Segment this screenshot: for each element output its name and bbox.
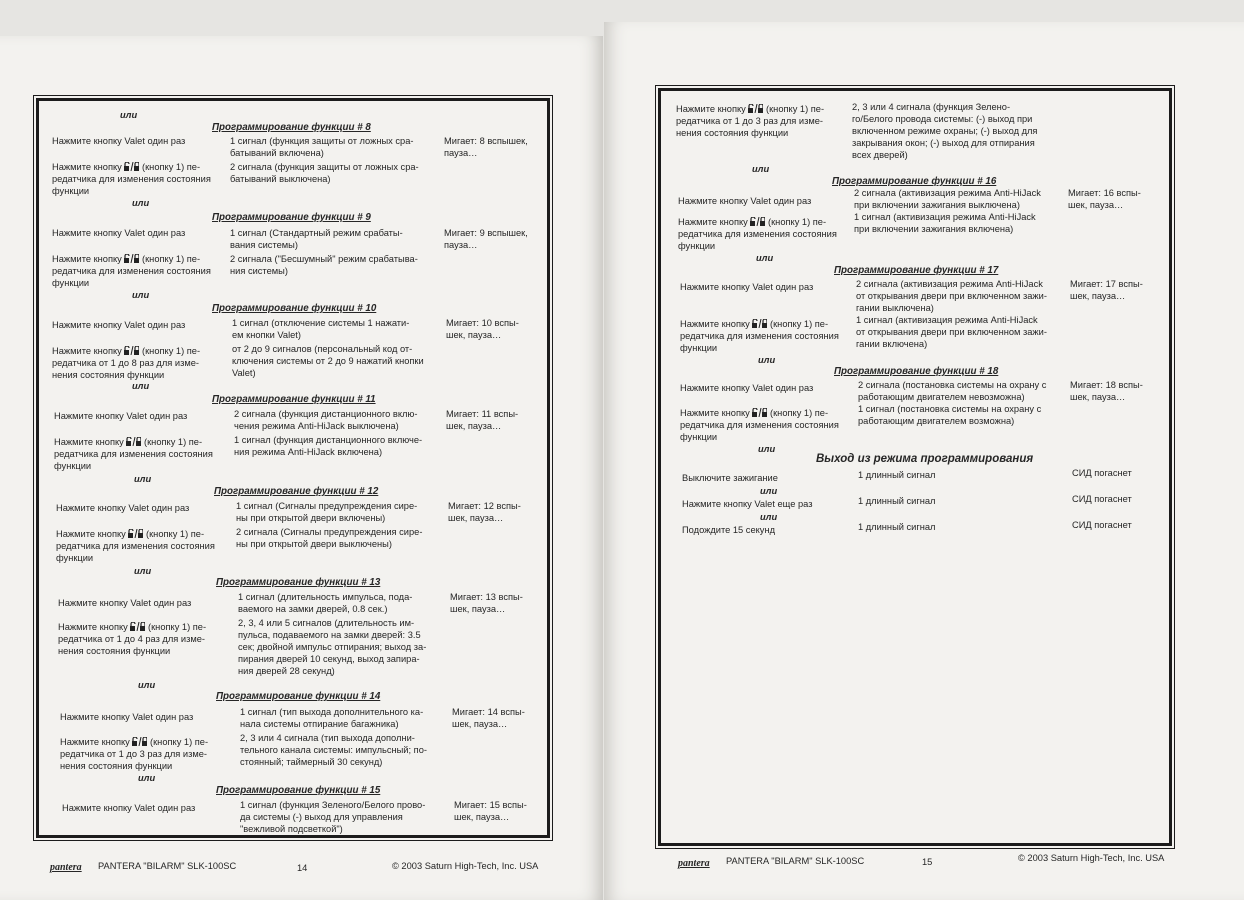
or-label: или xyxy=(756,253,774,263)
blink-info: шек, пауза… xyxy=(450,604,506,614)
instruction: нения состояния функции xyxy=(52,370,165,380)
result: включенном режиме охраны; (-) выход для xyxy=(852,126,1038,136)
result: работающим двигателем невозможна) xyxy=(858,392,1025,402)
result: от 2 до 9 сигналов (персональный код от- xyxy=(232,344,413,354)
instruction: Нажмите кнопку (кнопку 1) пе- xyxy=(58,622,207,632)
pantera-logo: pantera xyxy=(678,858,710,869)
instruction: Нажмите кнопку Valet один раз xyxy=(54,411,188,421)
result: при включении зажигания включена) xyxy=(854,224,1014,234)
result: ключения системы от 2 до 9 нажатий кнопки xyxy=(232,356,424,366)
instruction: Нажмите кнопку Valet один раз xyxy=(52,136,186,146)
instruction: Нажмите кнопку (кнопку 1) пе- xyxy=(60,737,209,747)
blink-info: Мигает: 13 вспы- xyxy=(450,592,523,602)
exit-heading: Выход из режима программирования xyxy=(816,453,1034,465)
instruction: Нажмите кнопку Valet еще раз xyxy=(682,499,813,509)
result: батываний выключена) xyxy=(230,174,331,184)
result: 2 сигнала (функция защиты от ложных сра- xyxy=(230,162,419,172)
section-heading: Программирование функции # 11 xyxy=(212,394,376,405)
instruction: функции xyxy=(52,278,90,288)
result: 1 сигнал (постановка системы на охрану с xyxy=(858,404,1042,414)
blink-info: шек, пауза… xyxy=(1068,200,1124,210)
blink-info: Мигает: 18 вспы- xyxy=(1070,380,1143,390)
result: 2 сигнала ("Бесшумный" режим срабатыва- xyxy=(230,254,418,264)
blink-info: шек, пауза… xyxy=(446,330,502,340)
instruction: функции xyxy=(680,343,718,353)
blink-info: Мигает: 8 вспышек, xyxy=(444,136,528,146)
result: ния дверей 28 секунд) xyxy=(238,666,335,676)
result: батываний включена) xyxy=(230,148,324,158)
result: 1 сигнал (Стандартный режим срабаты- xyxy=(230,228,403,238)
instruction: Нажмите кнопку Valet один раз xyxy=(680,282,814,292)
result: от открывания двери при включенном зажи- xyxy=(856,291,1047,301)
instruction: Нажмите кнопку (кнопку 1) пе- xyxy=(52,162,201,172)
result: 2 сигнала (Сигналы предупреждения сире- xyxy=(236,527,423,537)
result: стоянный; таймерный 30 секунд) xyxy=(240,757,383,767)
blink-info: шек, пауза… xyxy=(1070,392,1126,402)
blink-info: Мигает: 11 вспы- xyxy=(446,409,519,419)
or-label: или xyxy=(138,773,156,783)
footer-model: PANTERA "BILARM" SLK-100SC xyxy=(98,861,237,871)
result: ваемого на замки дверей, 0.8 сек.) xyxy=(238,604,388,614)
result: 1 сигнал (Сигналы предупреждения сире- xyxy=(236,501,418,511)
blink-info: шек, пауза… xyxy=(448,513,504,523)
blink-info: Мигает: 12 вспы- xyxy=(448,501,521,511)
or-label: или xyxy=(132,198,150,208)
instruction: функции xyxy=(54,461,92,471)
or-label: или xyxy=(760,512,778,522)
instruction: редатчика для изменения состояния xyxy=(52,266,211,276)
instruction: Нажмите кнопку Valet один раз xyxy=(680,383,814,393)
result: 1 сигнал (отключение системы 1 нажати- xyxy=(232,318,410,328)
or-label: или xyxy=(758,444,776,454)
page-number: 14 xyxy=(297,863,308,873)
page-number: 15 xyxy=(922,857,933,867)
result: 1 длинный сигнал xyxy=(858,522,936,532)
result: 1 длинный сигнал xyxy=(858,470,936,480)
result: гании включена) xyxy=(856,339,928,349)
section-heading: Программирование функции # 13 xyxy=(216,577,381,588)
instruction: редатчика от 1 до 8 раз для изме- xyxy=(52,358,200,368)
section-heading: Программирование функции # 9 xyxy=(212,212,371,223)
instruction: нения состояния функции xyxy=(676,128,789,138)
result: 1 сигнал (активизация режима Anti-HiJack xyxy=(856,315,1038,325)
result: 1 сигнал (тип выхода дополнительного ка- xyxy=(240,707,424,717)
result: ния системы) xyxy=(230,266,288,276)
section-heading: Программирование функции # 14 xyxy=(216,691,381,702)
instruction: редатчика для изменения состояния xyxy=(678,229,837,239)
lock-unlock-icon xyxy=(130,622,145,631)
instruction: редатчика для изменения состояния xyxy=(680,331,839,341)
blink-info: Мигает: 15 вспы- xyxy=(454,800,527,810)
instruction: Нажмите кнопку Valet один раз xyxy=(52,320,186,330)
lock-unlock-icon xyxy=(126,437,141,446)
or-label: или xyxy=(760,486,778,496)
blink-info: пауза… xyxy=(444,148,478,158)
instruction: Нажмите кнопку (кнопку 1) пе- xyxy=(52,346,201,356)
blink-info: Мигает: 14 вспы- xyxy=(452,707,525,717)
instruction: редатчика от 1 до 3 раз для изме- xyxy=(676,116,824,126)
instruction: функции xyxy=(678,241,716,251)
section-heading: Программирование функции # 10 xyxy=(212,303,377,314)
result: 2, 3, 4 или 5 сигналов (длительность им- xyxy=(238,618,415,628)
blink-info: Мигает: 17 вспы- xyxy=(1070,279,1143,289)
instruction: редатчика для изменения состояния xyxy=(680,420,839,430)
or-label: или xyxy=(752,164,770,174)
instruction: функции xyxy=(52,186,90,196)
instruction: редатчика для изменения состояния xyxy=(52,174,211,184)
result: "вежливой подсветкой") xyxy=(240,824,343,834)
or-label: или xyxy=(138,680,156,690)
instruction: Нажмите кнопку (кнопку 1) пе- xyxy=(680,408,829,418)
instruction: Нажмите кнопку Valet один раз xyxy=(678,196,812,206)
instruction: Подождите 15 секунд xyxy=(682,525,776,535)
blink-info: Мигает: 10 вспы- xyxy=(446,318,519,328)
instruction: Выключите зажигание xyxy=(682,473,778,483)
instruction: Нажмите кнопку Valet один раз xyxy=(56,503,190,513)
instruction: Нажмите кнопку (кнопку 1) пе- xyxy=(676,104,825,114)
instruction: нения состояния функции xyxy=(58,646,171,656)
result: пирания дверей 10 секунд, выход запира- xyxy=(238,654,420,664)
instruction: Нажмите кнопку (кнопку 1) пе- xyxy=(52,254,201,264)
blink-info: Мигает: 16 вспы- xyxy=(1068,188,1141,198)
footer-copyright: © 2003 Saturn High-Tech, Inc. USA xyxy=(392,861,539,871)
instruction: функции xyxy=(680,432,718,442)
result: закрывания окон; (-) выход для отпирания xyxy=(852,138,1035,148)
blink-info: шек, пауза… xyxy=(452,719,508,729)
result: 1 сигнал (длительность импульса, пода- xyxy=(238,592,413,602)
instruction: нения состояния функции xyxy=(60,761,173,771)
instruction: Нажмите кнопку Valet один раз xyxy=(62,803,196,813)
instruction: функции xyxy=(56,553,94,563)
result: всех дверей) xyxy=(852,150,908,160)
section-heading: Программирование функции # 16 xyxy=(832,176,997,187)
pantera-logo: pantera xyxy=(50,862,82,873)
blink-info: шек, пауза… xyxy=(446,421,502,431)
result: 1 сигнал (функция защиты от ложных сра- xyxy=(230,136,414,146)
instruction: Нажмите кнопку (кнопку 1) пе- xyxy=(680,319,829,329)
or-label: или xyxy=(132,381,150,391)
result: 1 сигнал (функция Зеленого/Белого прово- xyxy=(240,800,426,810)
instruction: Нажмите кнопку (кнопку 1) пе- xyxy=(56,529,205,539)
instruction: редатчика для изменения состояния xyxy=(56,541,215,551)
or-label: или xyxy=(120,110,138,120)
instruction: Нажмите кнопку Valet один раз xyxy=(58,598,192,608)
result: ны при открытой двери выключены) xyxy=(236,539,392,549)
instruction: Нажмите кнопку (кнопку 1) пе- xyxy=(678,217,827,227)
footer-copyright: © 2003 Saturn High-Tech, Inc. USA xyxy=(1018,853,1165,863)
blink-info: шек, пауза… xyxy=(454,812,510,822)
lock-unlock-icon xyxy=(752,408,767,417)
result: 2 сигнала (функция дистанционного вклю- xyxy=(234,409,418,419)
instruction: Нажмите кнопку (кнопку 1) пе- xyxy=(54,437,203,447)
result: чения режима Anti-HiJack выключена) xyxy=(234,421,399,431)
instruction: редатчика от 1 до 3 раз для изме- xyxy=(60,749,208,759)
blink-info: пауза… xyxy=(444,240,478,250)
result: 1 сигнал (активизация режима Anti-HiJack xyxy=(854,212,1036,222)
instruction: Нажмите кнопку Valet один раз xyxy=(60,712,194,722)
or-label: или xyxy=(758,355,776,365)
instruction: редатчика от 1 до 4 раз для изме- xyxy=(58,634,206,644)
result: 2, 3 или 4 сигнала (тип выхода дополни- xyxy=(240,733,415,743)
section-heading: Программирование функции # 15 xyxy=(216,785,381,796)
lock-unlock-icon xyxy=(752,319,767,328)
section-heading: Программирование функции # 17 xyxy=(834,265,999,276)
lock-unlock-icon xyxy=(128,529,143,538)
result: вания системы) xyxy=(230,240,298,250)
result: ния режима Anti-HiJack включена) xyxy=(234,447,383,457)
result: пульса, подаваемого на замки дверей: 3.5 xyxy=(238,630,421,640)
result: да системы (-) выход для управления xyxy=(240,812,403,822)
lock-unlock-icon xyxy=(124,346,139,355)
or-label: или xyxy=(134,474,152,484)
or-label: или xyxy=(134,566,152,576)
result: Valet) xyxy=(232,368,256,378)
lock-unlock-icon xyxy=(750,217,765,226)
result: 2 сигнала (активизация режима Anti-HiJack xyxy=(856,279,1043,289)
result: го/Белого провода системы: (-) выход при xyxy=(852,114,1033,124)
footer-model: PANTERA "BILARM" SLK-100SC xyxy=(726,856,865,866)
result: работающим двигателем возможна) xyxy=(858,416,1015,426)
lock-unlock-icon xyxy=(124,254,139,263)
lock-unlock-icon xyxy=(748,104,763,113)
result: 1 сигнал (функция дистанционного включе- xyxy=(234,435,423,445)
result: 1 длинный сигнал xyxy=(858,496,936,506)
lock-unlock-icon xyxy=(132,737,147,746)
section-heading: Программирование функции # 8 xyxy=(212,122,371,133)
instruction: Нажмите кнопку Valet один раз xyxy=(52,228,186,238)
result: гании выключена) xyxy=(856,303,934,313)
led-status: СИД погаснет xyxy=(1072,468,1132,478)
result: 2 сигнала (активизация режима Anti-HiJack xyxy=(854,188,1041,198)
section-heading: Программирование функции # 12 xyxy=(214,486,379,497)
section-heading: Программирование функции # 18 xyxy=(834,366,999,377)
result: 2 сигнала (постановка системы на охрану с xyxy=(858,380,1047,390)
blink-info: шек, пауза… xyxy=(1070,291,1126,301)
result: 2, 3 или 4 сигнала (функция Зелено- xyxy=(852,102,1011,112)
result: при включении зажигания выключена) xyxy=(854,200,1020,210)
led-status: СИД погаснет xyxy=(1072,520,1132,530)
result: сек; двойной импульс отпирания; выход за- xyxy=(238,642,427,652)
result: тельного канала системы: импульсный; по- xyxy=(240,745,427,755)
or-label: или xyxy=(132,290,150,300)
led-status: СИД погаснет xyxy=(1072,494,1132,504)
blink-info: Мигает: 9 вспышек, xyxy=(444,228,528,238)
result: ны при открытой двери включены) xyxy=(236,513,386,523)
instruction: редатчика для изменения состояния xyxy=(54,449,213,459)
result: ем кнопки Valet) xyxy=(232,330,301,340)
lock-unlock-icon xyxy=(124,162,139,171)
result: от открывания двери при включенном зажи- xyxy=(856,327,1047,337)
result: нала системы отпирание багажника) xyxy=(240,719,399,729)
